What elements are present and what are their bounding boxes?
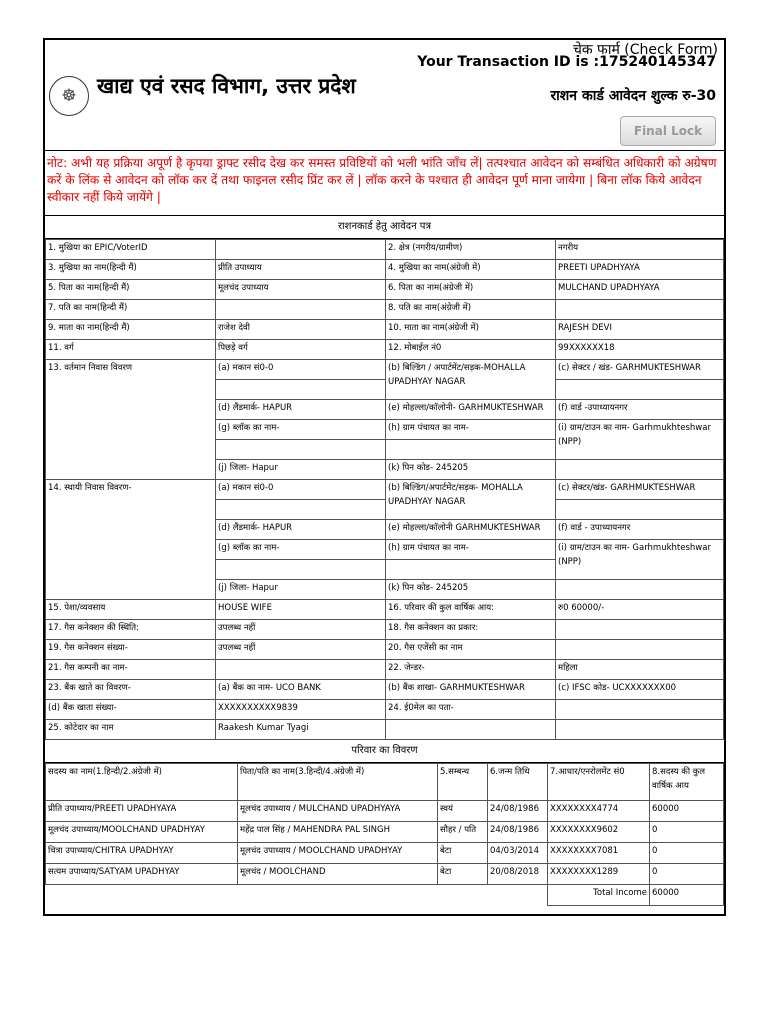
table-row [46, 320, 724, 340]
member-income: 0 [650, 864, 724, 885]
address-village: (i) ग्राम/टाउन का नाम- Garhmukhteshwar (NPP) [556, 540, 724, 580]
field-label: 1. मुखिया का EPIC/VoterID [46, 240, 216, 260]
family-row [46, 843, 724, 864]
address-building: (b) बिल्डिंग/अपार्टमेंट/सड़क- MOHALLA UPADHYAY NAGAR [386, 480, 556, 520]
table-row [46, 280, 724, 300]
field-value: MULCHAND UPADHYAYA [556, 280, 724, 300]
table-row [46, 720, 724, 740]
member-name: सत्यम उपाध्याय/SATYAM UPADHYAY [46, 864, 238, 885]
table-row [46, 480, 724, 500]
address-pin: (k) पिन कोड- 245205 [386, 580, 556, 600]
field-value [216, 660, 386, 680]
field-value: 99XXXXXX18 [556, 340, 724, 360]
field-value [556, 300, 724, 320]
address-landmark: (d) लैंडमार्क- HAPUR [216, 520, 386, 540]
birth-date: 20/08/2018 [488, 864, 548, 885]
transaction-id: Your Transaction ID is :175240145347 [417, 54, 716, 70]
total-row [46, 885, 724, 906]
application-fee: राशन कार्ड आवेदन शुल्क रु-30 [550, 88, 716, 104]
check-form-label: चेक फार्म (Check Form) [572, 42, 718, 58]
family-header-row [46, 764, 724, 801]
field-label: 24. ई0मेल का पता- [386, 700, 556, 720]
field-value: महिला [556, 660, 724, 680]
field-label: 2. क्षेत्र (नगरीय/ग्रामीण) [386, 240, 556, 260]
field-value [556, 620, 724, 640]
field-label: (d) बैंक खाता संख्या- [46, 700, 216, 720]
field-value: PREETI UPADHYAYA [556, 260, 724, 280]
table-row [46, 300, 724, 320]
permanent-address-label: 14. स्थायी निवास विवरण- [46, 480, 216, 600]
notice-text: नोट: अभी यह प्रक्रिया अपूर्ण है कृपया ड्राफ्ट रसीद देख कर समस्त प्रविष्टियों को भली भांति जाँच लें| तत्पश्चात आवेदन को सम्बंधित अधिकारी को अग्रेषण करें के लिंक से आवेदन को लॉक कर दें तथा फाइनल रसीद प्रिंट कर लें | लॉक करने के पश्चात ही आवेदन पूर्ण माना जायेगा | बिना लॉक किये आवेदन स्वीकार नहीं किये जायेंगे | [45, 150, 724, 215]
address-panchayat: (h) ग्राम पंचायत का नाम- [386, 420, 556, 440]
table-row [46, 680, 724, 700]
field-value: (a) बैंक का नाम- UCO BANK [216, 680, 386, 700]
field-label: 18. गैस कनेक्शन का प्रकार: [386, 620, 556, 640]
table-row [46, 360, 724, 380]
member-income: 0 [650, 843, 724, 864]
address-block: (g) ब्लॉक का नाम- [216, 540, 386, 560]
birth-date: 04/03/2014 [488, 843, 548, 864]
field-value [556, 640, 724, 660]
field-value: नगरीय [556, 240, 724, 260]
relation: बेटा [438, 864, 488, 885]
field-value: HOUSE WIFE [216, 600, 386, 620]
total-income-label: Total Income [548, 885, 650, 906]
field-label: 22. जेन्डर- [386, 660, 556, 680]
field-label: 15. पेशा/व्यवसाय [46, 600, 216, 620]
address-panchayat: (h) ग्राम पंचायत का नाम- [386, 540, 556, 560]
field-label: 11. वर्ग [46, 340, 216, 360]
field-label: 4. मुखिया का नाम(अंग्रेजी में) [386, 260, 556, 280]
field-label [386, 720, 556, 740]
field-label: 12. मोबाईल नं0 [386, 340, 556, 360]
field-label: 20. गैस एजेंसी का नाम [386, 640, 556, 660]
field-value [216, 240, 386, 260]
form-header [45, 40, 724, 146]
aadhaar-number: XXXXXXXX1289 [548, 864, 650, 885]
family-title: परिवार का विवरण [45, 740, 724, 763]
aadhaar-number: XXXXXXXX4774 [548, 801, 650, 822]
address-district: (j) जिला- Hapur [216, 580, 386, 600]
field-value: राजेश देवी [216, 320, 386, 340]
aadhaar-number: XXXXXXXX7081 [548, 843, 650, 864]
field-value: (c) IFSC कोड- UCXXXXXXX00 [556, 680, 724, 700]
address-ward: (f) वार्ड -उपाध्यायनगर [556, 400, 724, 420]
field-label: 17. गैस कनेक्शन की स्थिति: [46, 620, 216, 640]
field-value: मूलचंद उपाध्याय [216, 280, 386, 300]
member-income: 60000 [650, 801, 724, 822]
column-header: 7.आधार/एनरोलमेंट सं0 [548, 764, 650, 801]
family-row [46, 801, 724, 822]
address-ward: (f) वार्ड - उपाध्यायनगर [556, 520, 724, 540]
field-label: 21. गैस कम्पनी का नाम- [46, 660, 216, 680]
birth-date: 24/08/1986 [488, 801, 548, 822]
field-label: 25. कोटेदार का नाम [46, 720, 216, 740]
address-house: (a) मकान सं0-0 [216, 360, 386, 380]
field-label: 5. पिता का नाम(हिन्दी मैं) [46, 280, 216, 300]
column-header: 5.सम्बन्ध [438, 764, 488, 801]
address-district: (j) जिला- Hapur [216, 460, 386, 480]
member-income: 0 [650, 822, 724, 843]
column-header: 8.सदस्य की कुल वार्षिक आय [650, 764, 724, 801]
field-label: 6. पिता का नाम(अंग्रेजी में) [386, 280, 556, 300]
field-value: पिछड़े वर्ग [216, 340, 386, 360]
address-house: (a) मकान सं0-0 [216, 480, 386, 500]
birth-date: 24/08/1986 [488, 822, 548, 843]
address-landmark: (d) लैंडमार्क- HAPUR [216, 400, 386, 420]
table-row [46, 640, 724, 660]
field-label: 3. मुखिया का नाम(हिन्दी मैं) [46, 260, 216, 280]
member-name: प्रीति उपाध्याय/PREETI UPADHYAYA [46, 801, 238, 822]
address-block: (g) ब्लॉक का नाम- [216, 420, 386, 440]
relation: सौहर / पति [438, 822, 488, 843]
address-sector: (c) सेक्टर / खंड- GARHMUKTESHWAR [556, 360, 724, 380]
guardian-name: मूलचंद उपाध्याय / MULCHAND UPADHYAYA [238, 801, 438, 822]
field-value: उपलब्ध नहीं [216, 620, 386, 640]
member-name: चित्रा उपाध्याय/CHITRA UPADHYAY [46, 843, 238, 864]
table-row [46, 240, 724, 260]
guardian-name: महेंद्र पाल सिंह / MAHENDRA PAL SINGH [238, 822, 438, 843]
field-value: प्रीति उपाध्याय [216, 260, 386, 280]
field-value: रु0 60000/- [556, 600, 724, 620]
relation: बेटा [438, 843, 488, 864]
applicant-table [45, 239, 724, 740]
field-label: 10. माता का नाम(अंग्रेजी में) [386, 320, 556, 340]
table-row [46, 260, 724, 280]
address-sector: (c) सेक्टर/खंड- GARHMUKTESHWAR [556, 480, 724, 500]
table-row [46, 600, 724, 620]
aadhaar-number: XXXXXXXX9602 [548, 822, 650, 843]
address-locality: (e) मोहल्ला/कॉलोनी GARHMUKTESHWAR [386, 520, 556, 540]
address-village: (i) ग्राम/टाउन का नाम- Garhmukhteshwar (NPP) [556, 420, 724, 460]
member-name: मूलचंद उपाध्याय/MOOLCHAND UPADHYAY [46, 822, 238, 843]
field-label: 8. पति का नाम(अंग्रेजी में) [386, 300, 556, 320]
total-income-value: 60000 [650, 885, 724, 906]
relation: स्वयं [438, 801, 488, 822]
table-row [46, 660, 724, 680]
table-row [46, 620, 724, 640]
field-value: (b) बैंक शाखा- GARHMUKTESHWAR [386, 680, 556, 700]
field-label: 23. बैंक खाते का विवरण- [46, 680, 216, 700]
column-header: 6.जन्म तिथि [488, 764, 548, 801]
family-row [46, 822, 724, 843]
address-pin: (k) पिन कोड- 245205 [386, 460, 556, 480]
final-lock-button[interactable]: Final Lock [620, 116, 716, 146]
field-label: 16. परिवार की कुल वार्षिक आय: [386, 600, 556, 620]
address-locality: (e) मोहल्ला/कॉलोनी- GARHMUKTESHWAR [386, 400, 556, 420]
field-value [216, 300, 386, 320]
form-title: राशनकार्ड हेतु आवेदन पत्र [45, 215, 724, 239]
field-value [556, 700, 724, 720]
up-emblem-icon: ☸ [49, 76, 89, 116]
field-value: Raakesh Kumar Tyagi [216, 720, 386, 740]
family-row [46, 864, 724, 885]
field-value: उपलब्ध नहीं [216, 640, 386, 660]
guardian-name: मूलचंद उपाध्याय / MOOLCHAND UPADHYAY [238, 843, 438, 864]
guardian-name: मूलचंद / MOOLCHAND [238, 864, 438, 885]
table-row [46, 700, 724, 720]
field-value: RAJESH DEVI [556, 320, 724, 340]
table-row [46, 340, 724, 360]
field-value: XXXXXXXXXX9839 [216, 700, 386, 720]
check-form-page [43, 38, 726, 916]
column-header: सदस्य का नाम(1.हिन्दी/2.अंग्रेजी में) [46, 764, 238, 801]
field-label: 9. माता का नाम(हिन्दी मैं) [46, 320, 216, 340]
family-table [45, 763, 724, 906]
address-building: (b) बिल्डिंग / अपार्टमेंट/सड़क-MOHALLA UPADHYAY NAGAR [386, 360, 556, 400]
current-address-label: 13. वर्तमान निवास विवरण [46, 360, 216, 480]
department-title: खाद्य एवं रसद विभाग, उत्तर प्रदेश [97, 74, 356, 98]
field-label: 19. गैस कनेक्शन संख्या- [46, 640, 216, 660]
field-value [556, 720, 724, 740]
column-header: पिता/पति का नाम(3.हिन्दी/4.अंग्रेजी में) [238, 764, 438, 801]
field-label: 7. पति का नाम(हिन्दी मैं) [46, 300, 216, 320]
